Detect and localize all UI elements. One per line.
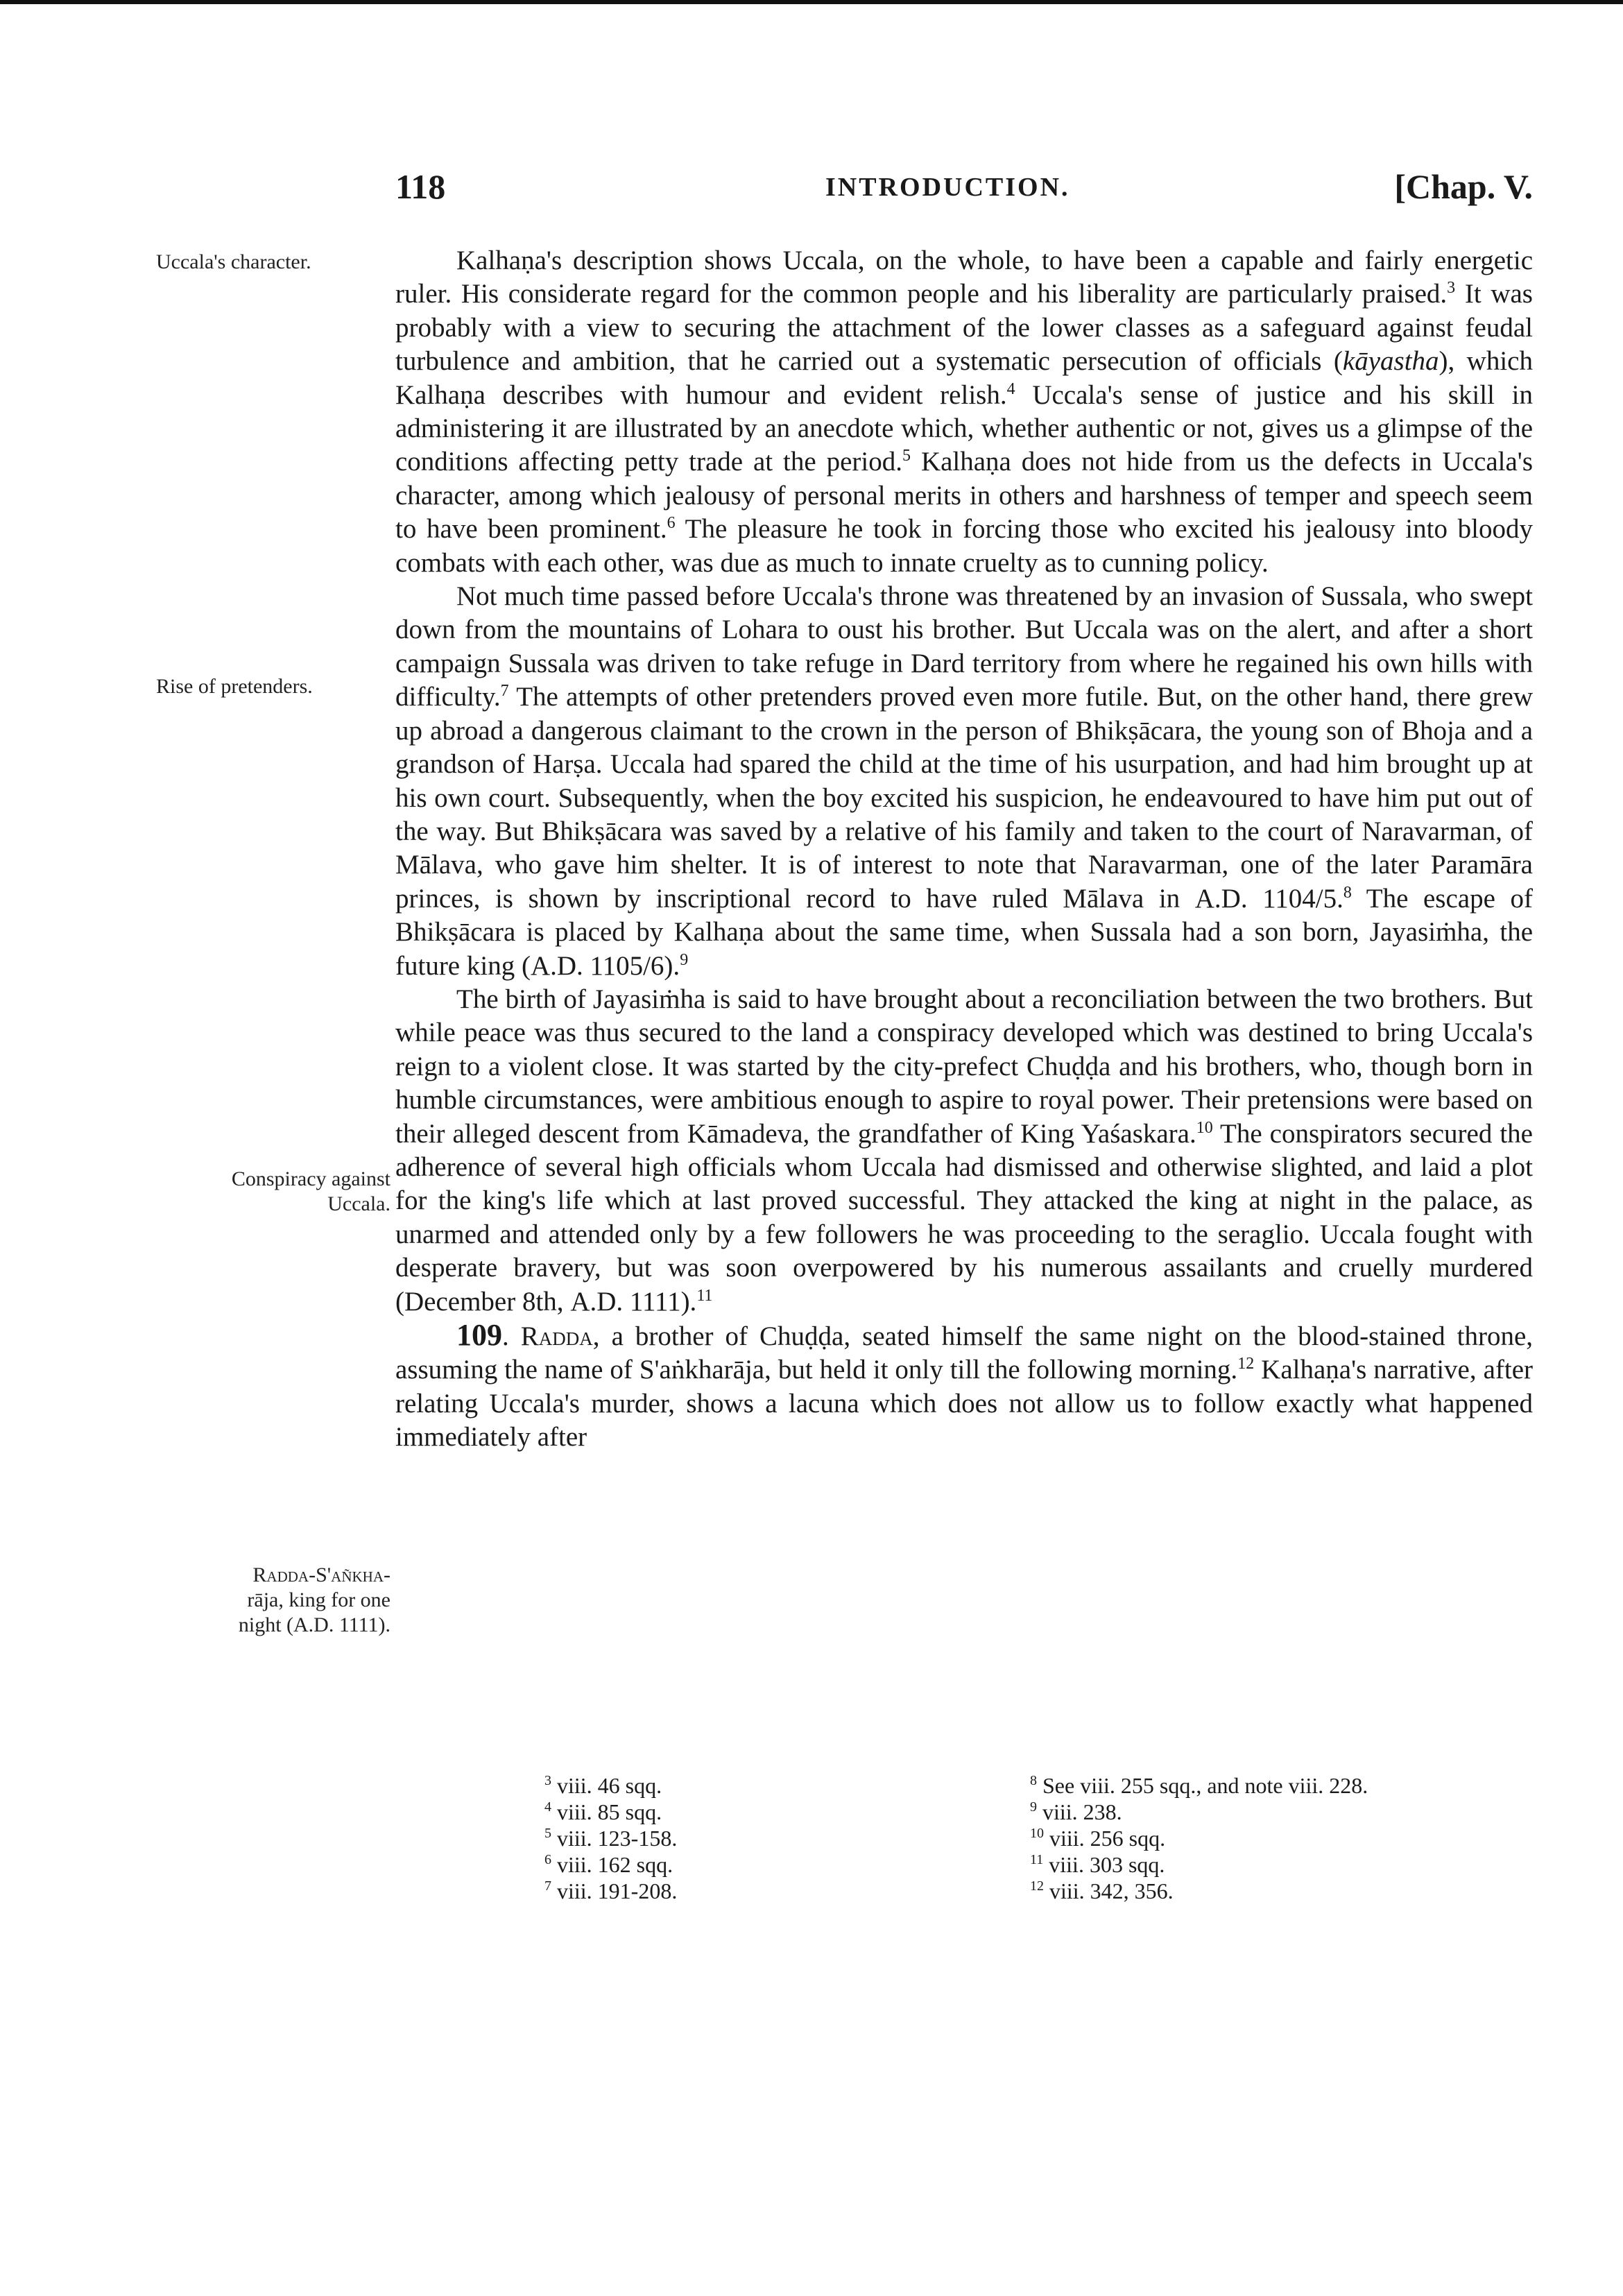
text-run: The conspirators secured the adherence of several high officials whom Uccala had dismissed and otherwise slighted, and laid a plot for the king's life which at last proved successful. They attacked the king at night in the palace, as unarmed and attended only by a few followers he was proceeding to the seraglio. Uccala fought with desperate bravery, but was soon overpowered by his numerous assailants and cruelly murdered (December 8th, [395, 1118, 1533, 1317]
footnote-marker: 4 [544, 1799, 551, 1815]
text-run: The escape of Bhikṣācara is placed by Kalhaṇa about the same time, when Sussala had a son born, Jayasiṁha, the future king ( [395, 883, 1533, 981]
footnote [1030, 1825, 1557, 1851]
footnote-ref[interactable]: 8 [1343, 883, 1352, 902]
footnote [544, 1878, 961, 1904]
footnotes-right-column [1030, 1772, 1557, 1904]
footnote [544, 1799, 961, 1825]
paragraph-radda [395, 1319, 1533, 1455]
sidenote-radda [156, 1563, 390, 1638]
paragraph-uccala-character [395, 244, 1533, 580]
footnote [544, 1825, 961, 1851]
footnote-text: See viii. 255 sqq., and note viii. 228. [1042, 1773, 1368, 1798]
footnote [544, 1851, 961, 1878]
footnote [544, 1772, 961, 1799]
paragraph-conspiracy [395, 983, 1533, 1319]
footnote-text: viii. 191-208. [557, 1878, 678, 1903]
text-run: 1104/5. [1247, 883, 1343, 914]
sidenote-rise-of-pretenders: Rise of pretenders. [156, 675, 313, 698]
sidenote-uccala-character: Uccala's character. [156, 250, 311, 273]
footnote-ref[interactable]: 4 [1006, 379, 1015, 398]
sidenote-radda-line3: night (A.D. 1111). [238, 1613, 390, 1636]
page-number: 118 [395, 167, 446, 206]
footnote-text: viii. 85 sqq. [557, 1799, 662, 1824]
main-body [395, 244, 1533, 1455]
footnote-marker: 5 [544, 1826, 551, 1842]
footnote-text: viii. 256 sqq. [1049, 1826, 1166, 1851]
lead-name: Radda [520, 1321, 593, 1351]
text-run: It was probably with a view to securing the attachment of the lower classes as a safeguard against feudal turbulence and ambition, that he carried out a systematic persecution of officials ( [395, 279, 1533, 377]
footnote [1030, 1851, 1557, 1878]
text-run: Kalhaṇa does not hide from us the defects in Uccala's character, among which jealousy of personal merits in others and harshness of temper and speech seem to have been prominent. [395, 447, 1533, 545]
footnote-text: viii. 342, 356. [1049, 1878, 1174, 1903]
sidenote-radda-line2: rāja, king for one [247, 1588, 390, 1611]
page-header [395, 166, 1533, 222]
sidenote-conspiracy-line2: Uccala. [327, 1192, 390, 1215]
footnote-marker: 6 [544, 1852, 551, 1868]
sidenote-radda-line1: Radda-S'añkha- [252, 1563, 390, 1586]
footnote-ref[interactable]: 12 [1237, 1355, 1255, 1373]
footnote [1030, 1799, 1557, 1825]
footnote-marker: 12 [1030, 1878, 1044, 1894]
sidenote-conspiracy [156, 1167, 390, 1217]
text-run: , a brother of Chuḍḍa, seated himself the same night on the blood-stained throne, assuming the name of S'aṅkharāja, but held it only till the following morning. [395, 1321, 1534, 1385]
footnote-ref[interactable]: 6 [667, 514, 676, 533]
footnote-text: viii. 238. [1042, 1799, 1122, 1824]
section-number-period: . [502, 1321, 521, 1351]
running-head: INTRODUCTION. [825, 173, 1070, 202]
text-run: 1105/6). [583, 950, 680, 981]
footnote-marker: 3 [544, 1773, 551, 1789]
footnote-ref[interactable]: 9 [680, 950, 689, 969]
top-border-rule [0, 0, 1623, 4]
text-run: Not much time passed before Uccala's throne was threatened by an invasion of Sussala, who swept down from the mountains of Lohara to oust his brother. But Uccala was on the alert, and after a short campaign Sussala was driven to take refuge in Dard territory from where he regained his own hills with difficulty. [395, 581, 1533, 712]
text-run: 1111). [623, 1286, 697, 1317]
era-abbrev: A.D. [570, 1286, 624, 1317]
footnote-marker: 11 [1030, 1852, 1044, 1868]
sidenote-conspiracy-line1: Conspiracy against [231, 1167, 390, 1190]
footnote-marker: 8 [1030, 1773, 1037, 1789]
text-run: Uccala's sense of justice and his skill in administering it are illustrated by an anecdote which, whether authentic or not, gives us a glimpse of the conditions affecting petty trade at the period. [395, 379, 1533, 477]
text-run: Kalhaṇa's narrative, after relating Uccala's murder, shows a lacuna which does not allow us to follow exactly what happened immediately after [395, 1355, 1533, 1453]
footnote [1030, 1878, 1557, 1904]
footnote-marker: 10 [1030, 1826, 1044, 1842]
text-run: The attempts of other pretenders proved even more futile. But, on the other hand, there grew up abroad a dangerous claimant to the crown in the person of Bhikṣācara, the young son of Bhoja and a grandson of Harṣa. Uccala had spared the child at the time of his usurpation, and had him brought up at his own court. Subsequently, when the boy excited his suspicion, he endeavoured to have him put out of the way. But Bhikṣācara was saved by a relative of his family and taken to the court of Naravarman, of Mālava, who gave him shelter. It is of interest to note that Naravarman, one of the later Paramāra princes, is shown by inscriptional record to have ruled Mālava in [395, 682, 1533, 914]
footnote-ref[interactable]: 10 [1196, 1118, 1213, 1137]
paragraph-rise-of-pretenders [395, 580, 1533, 983]
text-run: The pleasure he took in forcing those who excited his jealousy into bloody combats with each other, was due as much to innate cruelty as to cunning policy. [395, 514, 1533, 578]
footnote-ref[interactable]: 7 [500, 682, 509, 701]
text-run: ), which Kalhaṇa describes with humour and evident relish. [395, 346, 1533, 410]
era-abbrev: A.D. [1194, 883, 1248, 914]
footnote-ref[interactable]: 5 [902, 447, 911, 465]
footnote-ref[interactable]: 3 [1447, 279, 1456, 298]
footnote-marker: 9 [1030, 1799, 1037, 1815]
footnote-text: viii. 303 sqq. [1049, 1852, 1165, 1877]
footnote-text: viii. 123-158. [557, 1826, 678, 1851]
footnote-ref[interactable]: 11 [696, 1286, 713, 1305]
footnote-text: viii. 46 sqq. [557, 1773, 662, 1798]
text-run: The birth of Jayasiṁha is said to have brought about a reconciliation between the two brothers. But while peace was thus secured to the land a conspiracy developed which was destined to bring Uccala's reign to a violent close. It was started by the city-prefect Chuḍḍa and his brothers, who, though born in humble circumstances, were ambitious enough to aspire to royal power. Their pretensions were based on their alleged descent from Kāmadeva, the grandfather of King Yaśaskara. [395, 984, 1533, 1149]
chapter-reference: [Chap. V. [1394, 167, 1533, 206]
footnote-text: viii. 162 sqq. [557, 1852, 673, 1877]
footnote-marker: 7 [544, 1878, 551, 1894]
text-run: Kalhaṇa's description shows Uccala, on the whole, to have been a capable and fairly energetic ruler. His considerate regard for the common people and his liberality are particularly praised. [395, 246, 1533, 309]
section-number: 109 [456, 1318, 502, 1352]
footnotes-left-column [544, 1772, 961, 1904]
footnote [1030, 1772, 1557, 1799]
italic-term: kāyastha [1342, 346, 1439, 377]
era-abbrev: A.D. [530, 950, 583, 981]
